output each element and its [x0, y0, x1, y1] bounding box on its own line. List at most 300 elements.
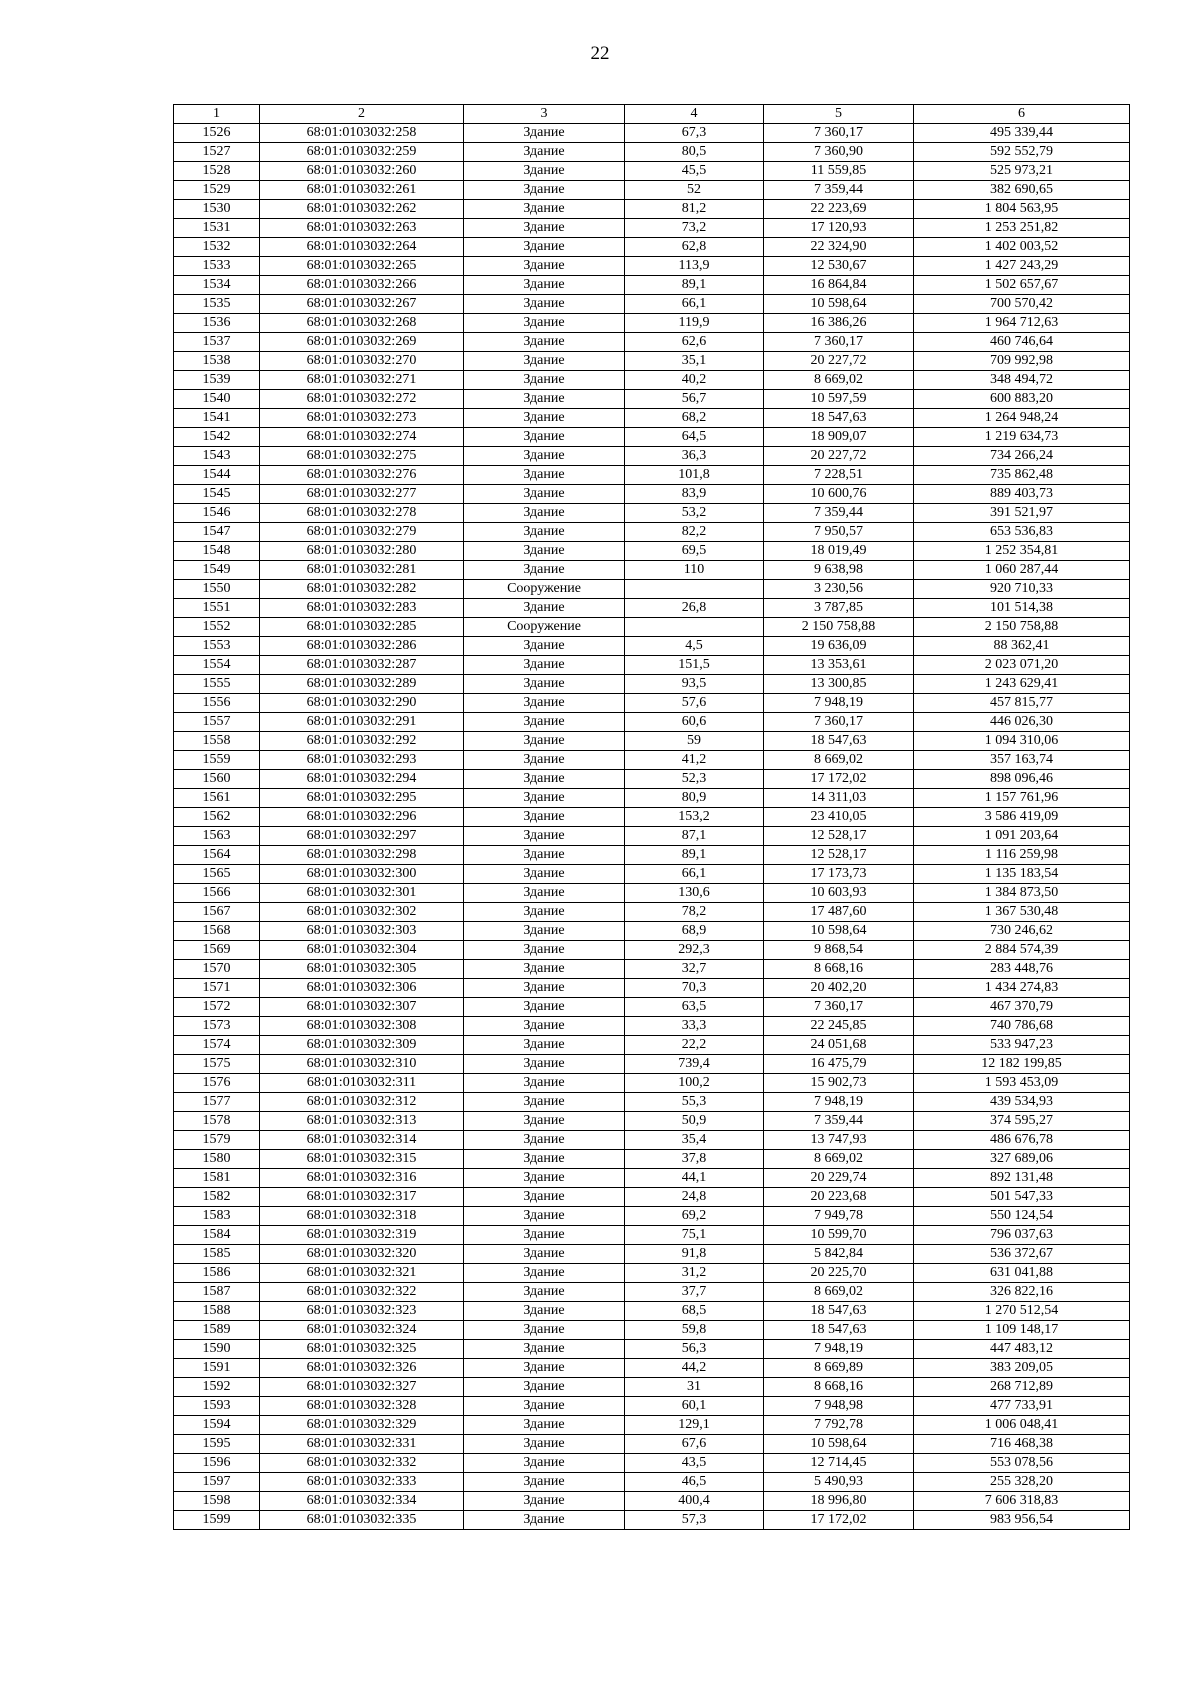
table-row	[174, 143, 1130, 162]
row-number-cell: 1567	[174, 903, 260, 922]
object-type-cell: Здание	[464, 504, 625, 523]
cadastral-value-cell: 2 884 574,39	[914, 941, 1130, 960]
row-number-cell: 1583	[174, 1207, 260, 1226]
area-cell: 119,9	[625, 314, 764, 333]
cadastral-value-cell: 740 786,68	[914, 1017, 1130, 1036]
cadastral-value-cell: 447 483,12	[914, 1340, 1130, 1359]
unit-value-cell: 7 360,17	[764, 124, 914, 143]
unit-value-cell: 2 150 758,88	[764, 618, 914, 637]
table-row	[174, 599, 1130, 618]
unit-value-cell: 22 324,90	[764, 238, 914, 257]
area-cell: 110	[625, 561, 764, 580]
unit-value-cell: 12 528,17	[764, 846, 914, 865]
cadastral-number-cell: 68:01:0103032:285	[260, 618, 464, 637]
cadastral-number-cell: 68:01:0103032:327	[260, 1378, 464, 1397]
cadastral-number-cell: 68:01:0103032:271	[260, 371, 464, 390]
unit-value-cell: 8 669,02	[764, 1283, 914, 1302]
cadastral-number-cell: 68:01:0103032:325	[260, 1340, 464, 1359]
area-cell: 87,1	[625, 827, 764, 846]
table-row	[174, 561, 1130, 580]
cadastral-value-cell: 283 448,76	[914, 960, 1130, 979]
unit-value-cell: 11 559,85	[764, 162, 914, 181]
object-type-cell: Здание	[464, 1093, 625, 1112]
object-type-cell: Здание	[464, 656, 625, 675]
unit-value-cell: 7 792,78	[764, 1416, 914, 1435]
cadastral-value-cell: 735 862,48	[914, 466, 1130, 485]
unit-value-cell: 10 597,59	[764, 390, 914, 409]
row-number-cell: 1538	[174, 352, 260, 371]
table-row	[174, 580, 1130, 599]
cadastral-number-cell: 68:01:0103032:270	[260, 352, 464, 371]
unit-value-cell: 20 225,70	[764, 1264, 914, 1283]
unit-value-cell: 12 530,67	[764, 257, 914, 276]
table-row	[174, 1359, 1130, 1378]
unit-value-cell: 24 051,68	[764, 1036, 914, 1055]
row-number-cell: 1588	[174, 1302, 260, 1321]
unit-value-cell: 20 223,68	[764, 1188, 914, 1207]
cadastral-number-cell: 68:01:0103032:317	[260, 1188, 464, 1207]
area-cell: 68,2	[625, 409, 764, 428]
cadastral-number-cell: 68:01:0103032:312	[260, 1093, 464, 1112]
row-number-cell: 1598	[174, 1492, 260, 1511]
table-row	[174, 1055, 1130, 1074]
row-number-cell: 1549	[174, 561, 260, 580]
row-number-cell: 1576	[174, 1074, 260, 1093]
object-type-cell: Здание	[464, 1207, 625, 1226]
area-cell: 129,1	[625, 1416, 764, 1435]
row-number-cell: 1589	[174, 1321, 260, 1340]
cadastral-value-cell: 439 534,93	[914, 1093, 1130, 1112]
object-type-cell: Здание	[464, 827, 625, 846]
cadastral-value-cell: 700 570,42	[914, 295, 1130, 314]
row-number-cell: 1580	[174, 1150, 260, 1169]
unit-value-cell: 7 360,90	[764, 143, 914, 162]
cadastral-value-cell: 348 494,72	[914, 371, 1130, 390]
object-type-cell: Сооружение	[464, 618, 625, 637]
area-cell: 91,8	[625, 1245, 764, 1264]
area-cell: 739,4	[625, 1055, 764, 1074]
object-type-cell: Здание	[464, 637, 625, 656]
object-type-cell: Здание	[464, 276, 625, 295]
row-number-cell: 1530	[174, 200, 260, 219]
table-row	[174, 713, 1130, 732]
table-row	[174, 124, 1130, 143]
cadastral-value-cell: 2 150 758,88	[914, 618, 1130, 637]
cadastral-number-cell: 68:01:0103032:328	[260, 1397, 464, 1416]
object-type-cell: Здание	[464, 751, 625, 770]
row-number-cell: 1554	[174, 656, 260, 675]
table-row	[174, 1112, 1130, 1131]
area-cell: 66,1	[625, 865, 764, 884]
row-number-cell: 1539	[174, 371, 260, 390]
cadastral-value-cell: 898 096,46	[914, 770, 1130, 789]
table-row	[174, 466, 1130, 485]
table-row	[174, 1188, 1130, 1207]
unit-value-cell: 9 638,98	[764, 561, 914, 580]
unit-value-cell: 12 714,45	[764, 1454, 914, 1473]
column-header: 2	[260, 105, 464, 124]
row-number-cell: 1556	[174, 694, 260, 713]
table-row	[174, 1416, 1130, 1435]
area-cell: 22,2	[625, 1036, 764, 1055]
row-number-cell: 1542	[174, 428, 260, 447]
object-type-cell: Здание	[464, 162, 625, 181]
cadastral-number-cell: 68:01:0103032:304	[260, 941, 464, 960]
area-cell: 67,6	[625, 1435, 764, 1454]
cadastral-value-cell: 1 219 634,73	[914, 428, 1130, 447]
table-row	[174, 960, 1130, 979]
cadastral-number-cell: 68:01:0103032:269	[260, 333, 464, 352]
property-table	[173, 104, 1130, 1530]
table-row	[174, 219, 1130, 238]
area-cell: 78,2	[625, 903, 764, 922]
row-number-cell: 1536	[174, 314, 260, 333]
cadastral-number-cell: 68:01:0103032:321	[260, 1264, 464, 1283]
cadastral-value-cell: 889 403,73	[914, 485, 1130, 504]
row-number-cell: 1546	[174, 504, 260, 523]
object-type-cell: Здание	[464, 1036, 625, 1055]
cadastral-number-cell: 68:01:0103032:322	[260, 1283, 464, 1302]
cadastral-number-cell: 68:01:0103032:295	[260, 789, 464, 808]
area-cell: 130,6	[625, 884, 764, 903]
row-number-cell: 1568	[174, 922, 260, 941]
area-cell: 37,8	[625, 1150, 764, 1169]
table-row	[174, 314, 1130, 333]
cadastral-value-cell: 88 362,41	[914, 637, 1130, 656]
object-type-cell: Здание	[464, 903, 625, 922]
object-type-cell: Здание	[464, 1283, 625, 1302]
row-number-cell: 1565	[174, 865, 260, 884]
unit-value-cell: 20 227,72	[764, 447, 914, 466]
cadastral-value-cell: 1 427 243,29	[914, 257, 1130, 276]
row-number-cell: 1592	[174, 1378, 260, 1397]
cadastral-value-cell: 796 037,63	[914, 1226, 1130, 1245]
area-cell: 44,1	[625, 1169, 764, 1188]
row-number-cell: 1544	[174, 466, 260, 485]
area-cell: 153,2	[625, 808, 764, 827]
cadastral-value-cell: 326 822,16	[914, 1283, 1130, 1302]
cadastral-number-cell: 68:01:0103032:277	[260, 485, 464, 504]
area-cell: 113,9	[625, 257, 764, 276]
table-row	[174, 238, 1130, 257]
table-row	[174, 903, 1130, 922]
unit-value-cell: 14 311,03	[764, 789, 914, 808]
table-row	[174, 1435, 1130, 1454]
area-cell: 67,3	[625, 124, 764, 143]
unit-value-cell: 13 353,61	[764, 656, 914, 675]
unit-value-cell: 7 360,17	[764, 333, 914, 352]
table-row	[174, 751, 1130, 770]
unit-value-cell: 7 950,57	[764, 523, 914, 542]
object-type-cell: Здание	[464, 1017, 625, 1036]
object-type-cell: Здание	[464, 1321, 625, 1340]
area-cell: 63,5	[625, 998, 764, 1017]
object-type-cell: Здание	[464, 1378, 625, 1397]
cadastral-value-cell: 1 270 512,54	[914, 1302, 1130, 1321]
area-cell: 81,2	[625, 200, 764, 219]
cadastral-number-cell: 68:01:0103032:313	[260, 1112, 464, 1131]
cadastral-number-cell: 68:01:0103032:303	[260, 922, 464, 941]
area-cell: 24,8	[625, 1188, 764, 1207]
object-type-cell: Здание	[464, 789, 625, 808]
cadastral-value-cell: 1 091 203,64	[914, 827, 1130, 846]
area-cell: 57,3	[625, 1511, 764, 1530]
cadastral-number-cell: 68:01:0103032:316	[260, 1169, 464, 1188]
row-number-cell: 1545	[174, 485, 260, 504]
object-type-cell: Здание	[464, 922, 625, 941]
table-row	[174, 1074, 1130, 1093]
table-row	[174, 276, 1130, 295]
unit-value-cell: 8 668,16	[764, 960, 914, 979]
cadastral-value-cell: 983 956,54	[914, 1511, 1130, 1530]
cadastral-value-cell: 1 006 048,41	[914, 1416, 1130, 1435]
cadastral-value-cell: 501 547,33	[914, 1188, 1130, 1207]
table-row	[174, 979, 1130, 998]
area-cell: 70,3	[625, 979, 764, 998]
cadastral-value-cell: 716 468,38	[914, 1435, 1130, 1454]
unit-value-cell: 20 227,72	[764, 352, 914, 371]
row-number-cell: 1573	[174, 1017, 260, 1036]
cadastral-number-cell: 68:01:0103032:308	[260, 1017, 464, 1036]
area-cell: 32,7	[625, 960, 764, 979]
row-number-cell: 1550	[174, 580, 260, 599]
object-type-cell: Здание	[464, 314, 625, 333]
table-row	[174, 1321, 1130, 1340]
row-number-cell: 1578	[174, 1112, 260, 1131]
area-cell: 400,4	[625, 1492, 764, 1511]
table-row	[174, 200, 1130, 219]
unit-value-cell: 7 360,17	[764, 998, 914, 1017]
cadastral-number-cell: 68:01:0103032:290	[260, 694, 464, 713]
unit-value-cell: 3 787,85	[764, 599, 914, 618]
cadastral-number-cell: 68:01:0103032:261	[260, 181, 464, 200]
object-type-cell: Здание	[464, 1055, 625, 1074]
cadastral-value-cell: 391 521,97	[914, 504, 1130, 523]
table-row	[174, 846, 1130, 865]
area-cell: 82,2	[625, 523, 764, 542]
unit-value-cell: 7 948,98	[764, 1397, 914, 1416]
row-number-cell: 1532	[174, 238, 260, 257]
row-number-cell: 1555	[174, 675, 260, 694]
cadastral-value-cell: 382 690,65	[914, 181, 1130, 200]
object-type-cell: Здание	[464, 1435, 625, 1454]
area-cell: 83,9	[625, 485, 764, 504]
object-type-cell: Здание	[464, 333, 625, 352]
cadastral-number-cell: 68:01:0103032:323	[260, 1302, 464, 1321]
cadastral-value-cell: 495 339,44	[914, 124, 1130, 143]
unit-value-cell: 18 019,49	[764, 542, 914, 561]
object-type-cell: Здание	[464, 181, 625, 200]
unit-value-cell: 7 948,19	[764, 1093, 914, 1112]
cadastral-value-cell: 255 328,20	[914, 1473, 1130, 1492]
table-row	[174, 295, 1130, 314]
area-cell: 4,5	[625, 637, 764, 656]
row-number-cell: 1577	[174, 1093, 260, 1112]
area-cell: 62,8	[625, 238, 764, 257]
unit-value-cell: 10 598,64	[764, 922, 914, 941]
row-number-cell: 1595	[174, 1435, 260, 1454]
row-number-cell: 1541	[174, 409, 260, 428]
table-row	[174, 333, 1130, 352]
table-row	[174, 1492, 1130, 1511]
area-cell: 44,2	[625, 1359, 764, 1378]
area-cell: 33,3	[625, 1017, 764, 1036]
object-type-cell: Здание	[464, 295, 625, 314]
table-row	[174, 428, 1130, 447]
area-cell: 292,3	[625, 941, 764, 960]
area-cell: 75,1	[625, 1226, 764, 1245]
table-row	[174, 162, 1130, 181]
unit-value-cell: 12 528,17	[764, 827, 914, 846]
table-row	[174, 390, 1130, 409]
cadastral-number-cell: 68:01:0103032:311	[260, 1074, 464, 1093]
object-type-cell: Здание	[464, 409, 625, 428]
cadastral-number-cell: 68:01:0103032:326	[260, 1359, 464, 1378]
cadastral-number-cell: 68:01:0103032:286	[260, 637, 464, 656]
cadastral-number-cell: 68:01:0103032:334	[260, 1492, 464, 1511]
object-type-cell: Здание	[464, 770, 625, 789]
row-number-cell: 1561	[174, 789, 260, 808]
row-number-cell: 1537	[174, 333, 260, 352]
cadastral-value-cell: 101 514,38	[914, 599, 1130, 618]
object-type-cell: Здание	[464, 599, 625, 618]
table-row	[174, 694, 1130, 713]
area-cell: 100,2	[625, 1074, 764, 1093]
row-number-cell: 1593	[174, 1397, 260, 1416]
cadastral-value-cell: 374 595,27	[914, 1112, 1130, 1131]
cadastral-value-cell: 1 109 148,17	[914, 1321, 1130, 1340]
cadastral-number-cell: 68:01:0103032:319	[260, 1226, 464, 1245]
unit-value-cell: 8 669,02	[764, 371, 914, 390]
row-number-cell: 1594	[174, 1416, 260, 1435]
column-header: 3	[464, 105, 625, 124]
cadastral-number-cell: 68:01:0103032:283	[260, 599, 464, 618]
cadastral-value-cell: 3 586 419,09	[914, 808, 1130, 827]
cadastral-value-cell: 1 157 761,96	[914, 789, 1130, 808]
table-row	[174, 1264, 1130, 1283]
cadastral-number-cell: 68:01:0103032:301	[260, 884, 464, 903]
table-row	[174, 1283, 1130, 1302]
object-type-cell: Здание	[464, 1226, 625, 1245]
unit-value-cell: 7 948,19	[764, 694, 914, 713]
cadastral-value-cell: 460 746,64	[914, 333, 1130, 352]
unit-value-cell: 10 599,70	[764, 1226, 914, 1245]
cadastral-value-cell: 446 026,30	[914, 713, 1130, 732]
table-row	[174, 618, 1130, 637]
cadastral-value-cell: 1 264 948,24	[914, 409, 1130, 428]
area-cell: 50,9	[625, 1112, 764, 1131]
object-type-cell: Здание	[464, 542, 625, 561]
table-body	[174, 124, 1130, 1530]
row-number-cell: 1575	[174, 1055, 260, 1074]
unit-value-cell: 19 636,09	[764, 637, 914, 656]
row-number-cell: 1563	[174, 827, 260, 846]
cadastral-value-cell: 734 266,24	[914, 447, 1130, 466]
area-cell: 73,2	[625, 219, 764, 238]
area-cell: 36,3	[625, 447, 764, 466]
table-row	[174, 789, 1130, 808]
cadastral-number-cell: 68:01:0103032:265	[260, 257, 464, 276]
row-number-cell: 1529	[174, 181, 260, 200]
object-type-cell: Здание	[464, 124, 625, 143]
unit-value-cell: 17 173,73	[764, 865, 914, 884]
object-type-cell: Здание	[464, 447, 625, 466]
cadastral-number-cell: 68:01:0103032:289	[260, 675, 464, 694]
row-number-cell: 1586	[174, 1264, 260, 1283]
row-number-cell: 1553	[174, 637, 260, 656]
object-type-cell: Здание	[464, 1340, 625, 1359]
cadastral-number-cell: 68:01:0103032:314	[260, 1131, 464, 1150]
unit-value-cell: 23 410,05	[764, 808, 914, 827]
unit-value-cell: 18 547,63	[764, 732, 914, 751]
unit-value-cell: 17 172,02	[764, 1511, 914, 1530]
table-row	[174, 485, 1130, 504]
unit-value-cell: 7 359,44	[764, 1112, 914, 1131]
area-cell: 46,5	[625, 1473, 764, 1492]
row-number-cell: 1571	[174, 979, 260, 998]
unit-value-cell: 16 386,26	[764, 314, 914, 333]
cadastral-number-cell: 68:01:0103032:259	[260, 143, 464, 162]
header-row	[174, 105, 1130, 124]
area-cell: 59	[625, 732, 764, 751]
row-number-cell: 1559	[174, 751, 260, 770]
cadastral-value-cell: 467 370,79	[914, 998, 1130, 1017]
table-row	[174, 998, 1130, 1017]
area-cell: 80,9	[625, 789, 764, 808]
table-row	[174, 1093, 1130, 1112]
cadastral-value-cell: 525 973,21	[914, 162, 1130, 181]
table-row	[174, 504, 1130, 523]
object-type-cell: Здание	[464, 390, 625, 409]
cadastral-number-cell: 68:01:0103032:293	[260, 751, 464, 770]
area-cell: 64,5	[625, 428, 764, 447]
cadastral-number-cell: 68:01:0103032:329	[260, 1416, 464, 1435]
row-number-cell: 1587	[174, 1283, 260, 1302]
row-number-cell: 1584	[174, 1226, 260, 1245]
area-cell: 55,3	[625, 1093, 764, 1112]
cadastral-number-cell: 68:01:0103032:272	[260, 390, 464, 409]
table-row	[174, 542, 1130, 561]
cadastral-value-cell: 1 135 183,54	[914, 865, 1130, 884]
cadastral-value-cell: 1 593 453,09	[914, 1074, 1130, 1093]
object-type-cell: Здание	[464, 1264, 625, 1283]
cadastral-value-cell: 457 815,77	[914, 694, 1130, 713]
table-row	[174, 1340, 1130, 1359]
unit-value-cell: 17 120,93	[764, 219, 914, 238]
unit-value-cell: 22 223,69	[764, 200, 914, 219]
table-row	[174, 181, 1130, 200]
cadastral-value-cell: 1 804 563,95	[914, 200, 1130, 219]
column-header: 5	[764, 105, 914, 124]
area-cell: 31,2	[625, 1264, 764, 1283]
unit-value-cell: 8 669,89	[764, 1359, 914, 1378]
unit-value-cell: 7 228,51	[764, 466, 914, 485]
cadastral-value-cell: 592 552,79	[914, 143, 1130, 162]
unit-value-cell: 8 668,16	[764, 1378, 914, 1397]
cadastral-value-cell: 327 689,06	[914, 1150, 1130, 1169]
cadastral-value-cell: 892 131,48	[914, 1169, 1130, 1188]
cadastral-number-cell: 68:01:0103032:274	[260, 428, 464, 447]
cadastral-number-cell: 68:01:0103032:318	[260, 1207, 464, 1226]
unit-value-cell: 9 868,54	[764, 941, 914, 960]
cadastral-value-cell: 268 712,89	[914, 1378, 1130, 1397]
row-number-cell: 1596	[174, 1454, 260, 1473]
unit-value-cell: 17 487,60	[764, 903, 914, 922]
row-number-cell: 1597	[174, 1473, 260, 1492]
unit-value-cell: 13 747,93	[764, 1131, 914, 1150]
object-type-cell: Здание	[464, 523, 625, 542]
object-type-cell: Здание	[464, 1416, 625, 1435]
